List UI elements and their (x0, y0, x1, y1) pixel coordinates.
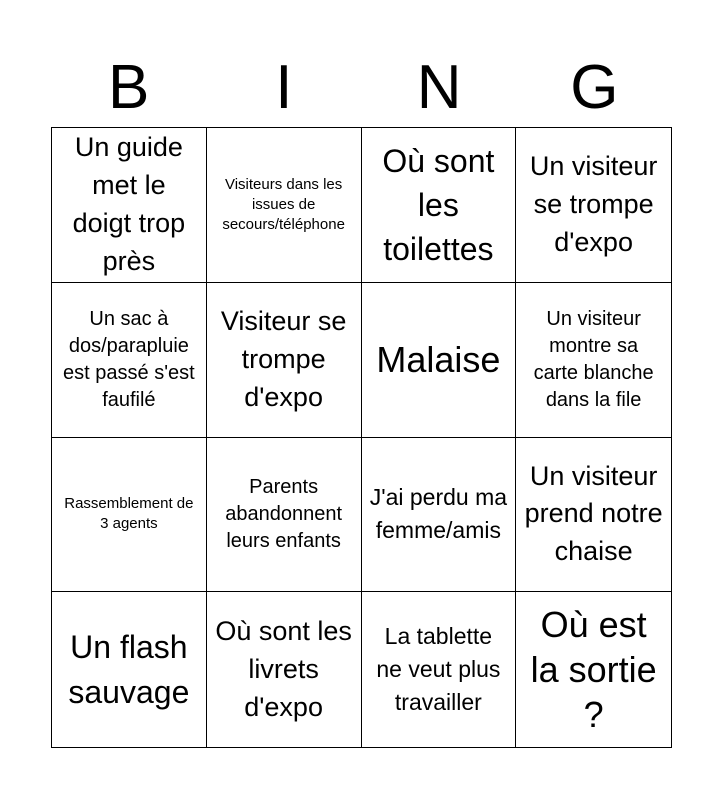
bingo-cell-text: Un visiteur se trompe d'expo (529, 151, 658, 257)
bingo-cell-text: La tablette ne veut plus travailler (376, 622, 501, 716)
bingo-cell[interactable] (52, 128, 207, 283)
bingo-cell-text: Un visiteur prend notre chaise (524, 460, 663, 567)
bingo-cell[interactable] (207, 592, 362, 747)
bingo-cell[interactable] (362, 592, 517, 747)
bingo-cell-text: Malaise (376, 339, 501, 381)
bingo-cell-text: Parents abandonnent leurs enfants (225, 475, 343, 552)
bingo-cell[interactable] (516, 592, 671, 747)
title-letter-i: I (275, 53, 293, 122)
bingo-cell[interactable] (516, 283, 671, 438)
bingo-cell-text: Où sont les toilettes (382, 142, 495, 267)
bingo-cell-text: Un visiteur montre sa carte blanche dans la file (533, 307, 654, 411)
bingo-cell[interactable] (207, 128, 362, 283)
bingo-cell-text: Un flash sauvage (68, 629, 190, 710)
bingo-cell-text: Visiteur se trompe d'expo (220, 305, 347, 412)
bingo-cell-text: J'ai perdu ma femme/amis (369, 484, 508, 544)
bingo-cell[interactable] (52, 438, 207, 593)
bingo-cell[interactable] (362, 128, 517, 283)
bingo-cell-text: Où sont les livrets d'expo (215, 615, 352, 722)
bingo-cell[interactable] (362, 438, 517, 593)
bingo-cell-text: Un sac à dos/parapluie est passé s'est faufilé (63, 307, 195, 411)
bingo-cell[interactable] (516, 438, 671, 593)
title-letter-g: G (570, 53, 619, 122)
bingo-cell[interactable] (52, 283, 207, 438)
bingo-cell[interactable] (516, 128, 671, 283)
title-letter-b: B (107, 53, 150, 122)
bingo-cell[interactable] (362, 283, 517, 438)
bingo-cell[interactable] (207, 283, 362, 438)
bingo-cell-text: Où est la sortie ? (530, 604, 657, 736)
bingo-title (51, 48, 672, 128)
bingo-cell-text: Rassemblement de 3 agents (64, 495, 194, 533)
bingo-cell[interactable] (52, 592, 207, 747)
bingo-cell-text: Visiteurs dans les issues de secours/téléphone (222, 175, 345, 233)
title-letter-n: N (416, 53, 462, 122)
bingo-cell-text: Un guide met le doigt trop près (72, 132, 186, 276)
bingo-board (51, 127, 672, 748)
bingo-cell[interactable] (207, 438, 362, 593)
